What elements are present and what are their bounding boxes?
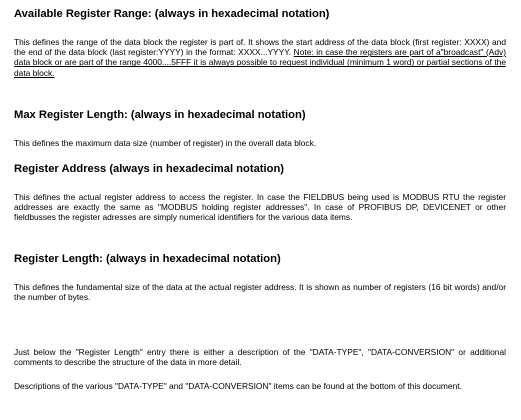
available-register-range-text: This defines the range of the data block the register is part of. It shows the start address of the data block (first register: XXXX) and the end of the data block (last register:YYYY) in the format: XXXX...YYYY.: [14, 37, 506, 58]
max-register-length-paragraph: This defines the maximum data size (number of register) in the overall data block.: [14, 138, 317, 148]
register-length-heading: Register Length: (always in hexadecimal notation): [14, 253, 281, 265]
bottom-reference-paragraph: Descriptions of the various "DATA-TYPE" and "DATA-CONVERSION" items can be found at the bottom of this document.: [14, 381, 462, 391]
data-type-description-paragraph: Just below the "Register Length" entry there is either a description of the "DATA-TYPE", "DATA-CONVERSION" or additional comments to describe the structure of the data in more detail.: [14, 347, 506, 368]
register-length-paragraph: This defines the fundamental size of the data at the actual register address. It is shown as number of registers (16 bit words) and/or the number of bytes.: [14, 282, 506, 303]
available-register-range-heading: Available Register Range: (always in hexadecimal notation): [14, 8, 330, 20]
max-register-length-heading: Max Register Length: (always in hexadecimal notation): [14, 109, 306, 121]
register-address-paragraph: This defines the actual register address to access the register. In case the FIELDBUS being used is MODBUS RTU the register addresses are exactly the same as "MODBUS holding register addresses". In case of PROFIBUS DP, DEVICENET or other fieldbusses the register adresses are simply numerical identifiers for the various data items.: [14, 192, 506, 223]
register-address-heading: Register Address (always in hexadecimal notation): [14, 163, 285, 175]
available-register-range-paragraph: [14, 37, 506, 78]
broadcast-note: Note: in case the registers are part of a"broadcast" (Adv) data block or are part of the range 4000....5FFF it is always possible to request individual (minimum 1 word) or partial sections of the data block.: [14, 47, 506, 78]
